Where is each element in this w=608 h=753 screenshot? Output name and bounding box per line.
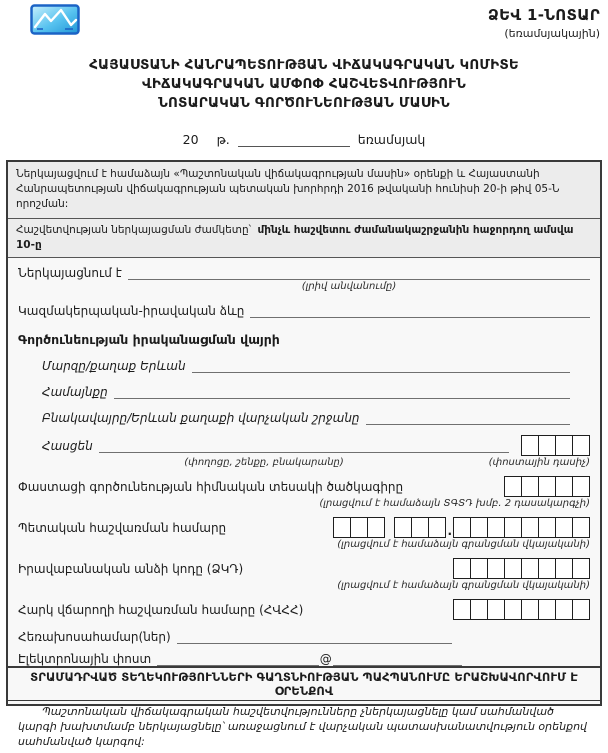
- region-row: [42, 359, 590, 373]
- address-subnotes: [18, 457, 590, 468]
- phone-row: [18, 630, 590, 644]
- code-cell[interactable]: [487, 517, 505, 538]
- presented-by-note: (լրիվ անվանումը): [301, 281, 397, 293]
- code-cell[interactable]: [555, 435, 573, 456]
- form-body: [8, 258, 600, 666]
- code-cell[interactable]: [572, 476, 590, 497]
- code-cell[interactable]: [504, 476, 522, 497]
- legal-form-input[interactable]: [250, 304, 590, 318]
- state-reg-cells-group1[interactable]: [333, 517, 385, 538]
- code-cell[interactable]: [572, 599, 590, 620]
- email-local-input[interactable]: [157, 652, 319, 666]
- code-cell[interactable]: [572, 435, 590, 456]
- code-cell[interactable]: [367, 517, 385, 538]
- legal-form-row: [18, 304, 590, 318]
- legal-form-label: Կազմակերպական-իրավական ձևը: [18, 304, 245, 319]
- armstat-logo-icon: [30, 4, 80, 35]
- activity-code-cells[interactable]: [504, 476, 590, 497]
- period-label: եռամսյակ: [357, 132, 426, 147]
- state-reg-cellgroups: [333, 517, 590, 538]
- entity-code-row: [18, 558, 590, 579]
- form-main-box: [6, 160, 602, 749]
- code-cell[interactable]: [521, 599, 539, 620]
- title-subject: ՆՈՏԱՐԱԿԱՆ ԳՈՐԾՈՒՆԵՈՒԹՅԱՆ ՄԱՍԻՆ: [158, 95, 450, 111]
- code-cell[interactable]: [555, 476, 573, 497]
- code-cell[interactable]: [504, 558, 522, 579]
- code-cell[interactable]: [470, 558, 488, 579]
- code-cell[interactable]: [350, 517, 368, 538]
- code-cell[interactable]: [411, 517, 429, 538]
- code-cell[interactable]: [487, 558, 505, 579]
- activity-code-note: (լրացվում է համաձայն ՏԳՏԴ խմբ. 2 դասակարգչի): [319, 498, 590, 510]
- quarter-input[interactable]: [238, 133, 350, 147]
- phone-label: Հեռախոսահամար(ներ): [18, 630, 171, 645]
- code-cell[interactable]: [428, 517, 446, 538]
- community-label: Համայնքը: [42, 385, 108, 400]
- code-cell[interactable]: [394, 517, 412, 538]
- presented-by-row: [18, 266, 590, 280]
- code-cell[interactable]: [538, 517, 556, 538]
- code-cell[interactable]: [555, 558, 573, 579]
- code-cell[interactable]: [572, 517, 590, 538]
- activity-code-row: [18, 476, 590, 497]
- address-note: (փողոցը, շենքը, բնակարանը): [184, 457, 344, 469]
- presented-by-label: Ներկայացնում է: [18, 266, 122, 281]
- code-cell[interactable]: [555, 599, 573, 620]
- activity-code-label: Փաստացի գործունեության հիմնական տեսակի ծածկագիրը: [18, 479, 404, 494]
- tin-cells[interactable]: [453, 599, 590, 620]
- form-title-block: [0, 56, 608, 113]
- code-cell[interactable]: [555, 517, 573, 538]
- address-label: Հասցեն: [42, 438, 93, 453]
- email-label: Էլեկտրոնային փոստ: [18, 652, 152, 667]
- community-input[interactable]: [114, 385, 570, 399]
- title-report-type: ՎԻՃԱԿԱԳՐԱԿԱՆ ԱՄՓՈՓ ՀԱՇՎԵՏՎՈՒԹՅՈՒՆ: [142, 76, 466, 92]
- settlement-input[interactable]: [366, 411, 570, 425]
- code-cell[interactable]: [333, 517, 351, 538]
- postal-code-cells[interactable]: [521, 435, 590, 456]
- liability-note: Պաշտոնական վիճակագրական հաշվետվությունները չներկայացնելը կամ սահմանված կարգի խախտմամբ ներկայացնելը՝ առաջացնում է վարչական պատասխանատվություն օրենքով սահմանված կարգով:: [18, 705, 588, 749]
- year-prefix: 20: [182, 132, 199, 147]
- code-cell[interactable]: [521, 435, 539, 456]
- state-reg-label: Պետական հաշվառման համարը: [18, 520, 227, 535]
- code-cell[interactable]: [521, 517, 539, 538]
- state-reg-cells-group2[interactable]: [394, 517, 446, 538]
- legal-basis-text: Ներկայացվում է համաձայն «Պաշտոնական վիճակագրության մասին» օրենքի և Հայաստանի Հանրապետության վիճակագրության պետական խորհրդի 2016 թվականի հունիսի 20-ի թիվ 05-Ն որոշման:: [16, 168, 560, 211]
- phone-input[interactable]: [177, 630, 452, 644]
- settlement-label: Բնակավայրը/Երևան քաղաքի վարչական շրջանը: [42, 411, 360, 426]
- confidentiality-banner: ՏՐԱՄԱԴՐՎԱԾ ՏԵՂԵԿՈՒԹՅՈՒՆՆԵՐԻ ԳԱՂՏՆԻՈՒԹՅԱՆ ՊԱՀՊԱՆՈՒՄԸ ԵՐԱՇԽԱՎՈՐՎՈՒՄ Է ՕՐԵՆՔՈՎ: [8, 666, 600, 701]
- code-cell[interactable]: [487, 599, 505, 620]
- deadline-value: մինչև հաշվետու ժամանակաշրջանին հաջորդող ամսվա 10-ը: [16, 223, 574, 251]
- region-input[interactable]: [192, 359, 570, 373]
- tin-row: [18, 599, 590, 620]
- report-period-row: [0, 132, 608, 147]
- code-cell[interactable]: [538, 476, 556, 497]
- code-cell[interactable]: [453, 599, 471, 620]
- state-reg-cells-group3[interactable]: [453, 517, 590, 538]
- entity-code-cells[interactable]: [453, 558, 590, 579]
- code-cell[interactable]: [572, 558, 590, 579]
- code-cell[interactable]: [504, 517, 522, 538]
- email-domain-input[interactable]: [333, 652, 462, 666]
- settlement-row: [42, 411, 590, 425]
- postal-code-note: (փոստային դասիչ): [488, 457, 590, 469]
- code-cell[interactable]: [538, 599, 556, 620]
- form-code: ՁԵՎ 1-ՆՈՏԱՐ: [487, 6, 600, 24]
- code-cell[interactable]: [470, 599, 488, 620]
- location-heading: Գործունեության իրականացման վայրի: [18, 332, 280, 348]
- year-suffix: թ.: [216, 132, 230, 147]
- state-reg-note: (լրացվում է համաձայն գրանցման վկայականի): [337, 539, 590, 551]
- address-row: [42, 435, 590, 456]
- code-cell[interactable]: [538, 435, 556, 456]
- entity-code-note: (լրացվում է համաձայն գրանցման վկայականի): [337, 580, 590, 592]
- code-cell[interactable]: [470, 517, 488, 538]
- email-row: [18, 652, 590, 666]
- code-cell[interactable]: [521, 558, 539, 579]
- title-committee: ՀԱՅԱՍՏԱՆԻ ՀԱՆՐԱՊԵՏՈՒԹՅԱՆ ՎԻՃԱԿԱԳՐԱԿԱՆ ԿՈՄԻՏԵ: [89, 57, 519, 73]
- address-input[interactable]: [99, 439, 509, 453]
- code-cell[interactable]: [453, 558, 471, 579]
- state-reg-separator: .: [447, 524, 452, 539]
- code-cell[interactable]: [504, 599, 522, 620]
- code-cell[interactable]: [521, 476, 539, 497]
- presented-by-input[interactable]: [128, 266, 590, 280]
- form-periodicity-note: (եռամսյակային): [504, 27, 600, 40]
- email-at-sign: @: [319, 652, 332, 667]
- code-cell[interactable]: [453, 517, 471, 538]
- code-cell[interactable]: [538, 558, 556, 579]
- legal-basis-box: [8, 162, 600, 219]
- community-row: [42, 385, 590, 399]
- form-code-block: [488, 6, 600, 40]
- entity-code-label: Իրավաբանական անձի կոդը (ՁԿԴ): [18, 561, 244, 576]
- deadline-prefix: Հաշվետվության ներկայացման ժամկետը՝: [16, 223, 252, 236]
- state-reg-row: [18, 517, 590, 538]
- tin-label: Հարկ վճարողի հաշվառման համարը (ՀՎՀՀ): [18, 602, 304, 617]
- deadline-box: [8, 219, 600, 258]
- region-label: Մարզը/քաղաք Երևան: [42, 359, 186, 374]
